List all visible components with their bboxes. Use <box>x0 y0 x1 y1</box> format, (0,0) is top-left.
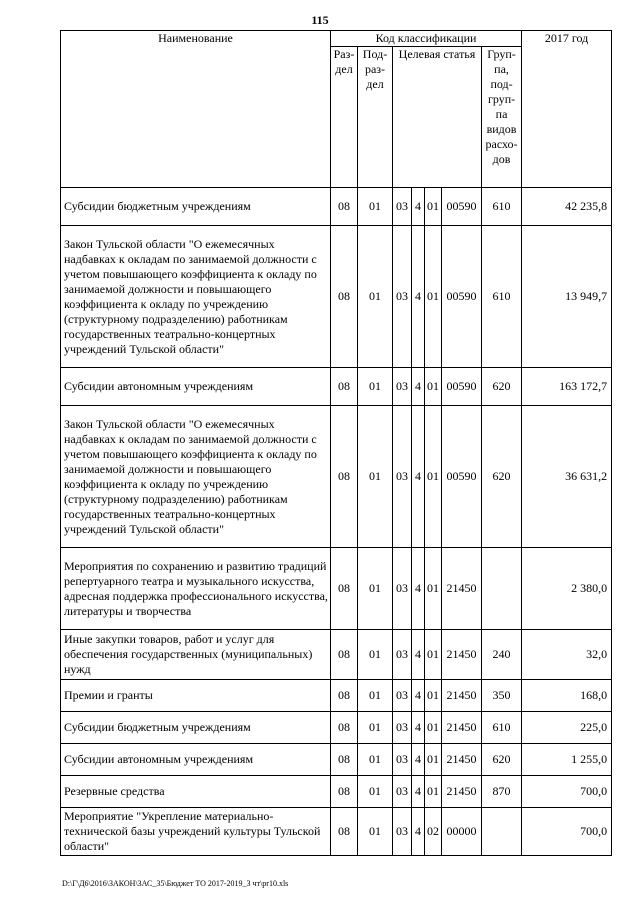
row-target-program: 03 <box>393 744 412 776</box>
row-target-subprogram: 02 <box>425 808 442 856</box>
row-target-subprogram: 01 <box>425 548 442 630</box>
row-expense-group: 610 <box>482 226 522 368</box>
row-name: Мероприятие "Укрепление материально-технической базы учреждений культуры Тульской области" <box>61 808 331 856</box>
row-razdel: 08 <box>331 744 358 776</box>
row-name: Субсидии автономным учреждениям <box>61 744 331 776</box>
table-row <box>61 368 612 406</box>
row-target-subprogram: 01 <box>425 712 442 744</box>
row-name: Резервные средства <box>61 776 331 808</box>
table-row <box>61 188 612 226</box>
header-section: Раз- дел <box>331 47 358 188</box>
footer-file-path: D:\Г\Д6\2016\ЗАКОН\ЗАС_35\Бюджет ТО 2017-2019_3 чт\pr10.xls <box>62 879 289 888</box>
row-amount: 700,0 <box>522 776 612 808</box>
page-number: 115 <box>311 13 329 27</box>
row-target-type: 4 <box>412 680 425 712</box>
row-target-direction: 21450 <box>442 712 482 744</box>
row-razdel: 08 <box>331 226 358 368</box>
row-target-type: 4 <box>412 630 425 680</box>
row-target-program: 03 <box>393 548 412 630</box>
row-expense-group <box>482 808 522 856</box>
row-target-direction: 00590 <box>442 188 482 226</box>
row-amount: 36 631,2 <box>522 406 612 548</box>
row-amount: 163 172,7 <box>522 368 612 406</box>
table-row <box>61 744 612 776</box>
row-razdel: 08 <box>331 680 358 712</box>
header-name: Наименование <box>61 31 331 188</box>
row-podrazdel: 01 <box>358 548 393 630</box>
table-body <box>61 188 612 856</box>
row-podrazdel: 01 <box>358 630 393 680</box>
table-row <box>61 680 612 712</box>
row-expense-group: 240 <box>482 630 522 680</box>
row-target-direction: 21450 <box>442 630 482 680</box>
row-amount: 2 380,0 <box>522 548 612 630</box>
row-target-direction: 00590 <box>442 368 482 406</box>
row-target-direction: 21450 <box>442 776 482 808</box>
row-target-type: 4 <box>412 368 425 406</box>
row-amount: 225,0 <box>522 712 612 744</box>
table-row <box>61 712 612 744</box>
row-expense-group: 620 <box>482 406 522 548</box>
row-target-subprogram: 01 <box>425 776 442 808</box>
row-target-type: 4 <box>412 744 425 776</box>
row-target-program: 03 <box>393 188 412 226</box>
row-razdel: 08 <box>331 548 358 630</box>
row-expense-group: 620 <box>482 744 522 776</box>
row-target-type: 4 <box>412 406 425 548</box>
row-podrazdel: 01 <box>358 188 393 226</box>
row-expense-group: 620 <box>482 368 522 406</box>
row-razdel: 08 <box>331 712 358 744</box>
table-row <box>61 548 612 630</box>
row-target-program: 03 <box>393 630 412 680</box>
row-razdel: 08 <box>331 630 358 680</box>
row-target-subprogram: 01 <box>425 188 442 226</box>
row-podrazdel: 01 <box>358 406 393 548</box>
row-name: Мероприятия по сохранению и развитию традиций репертуарного театра и музыкального искусства, адресная поддержка профессионального искусства, литературы и творчества <box>61 548 331 630</box>
row-podrazdel: 01 <box>358 712 393 744</box>
row-target-direction: 00000 <box>442 808 482 856</box>
row-name: Премии и гранты <box>61 680 331 712</box>
row-target-program: 03 <box>393 680 412 712</box>
row-amount: 168,0 <box>522 680 612 712</box>
row-target-direction: 00590 <box>442 226 482 368</box>
row-target-subprogram: 01 <box>425 406 442 548</box>
row-name: Субсидии бюджетным учреждениям <box>61 712 331 744</box>
row-target-direction: 21450 <box>442 680 482 712</box>
row-razdel: 08 <box>331 406 358 548</box>
row-amount: 700,0 <box>522 808 612 856</box>
table-row <box>61 808 612 856</box>
row-amount: 1 255,0 <box>522 744 612 776</box>
row-amount: 32,0 <box>522 630 612 680</box>
row-target-direction: 00590 <box>442 406 482 548</box>
row-razdel: 08 <box>331 808 358 856</box>
header-expense-group: Груп- па, под- груп- па видов расхо- дов <box>482 47 522 188</box>
row-name: Субсидии автономным учреждениям <box>61 368 331 406</box>
row-amount: 42 235,8 <box>522 188 612 226</box>
row-razdel: 08 <box>331 776 358 808</box>
row-podrazdel: 01 <box>358 368 393 406</box>
row-podrazdel: 01 <box>358 776 393 808</box>
row-name: Закон Тульской области "О ежемесячных надбавках к окладам по занимаемой должности с учетом повышающего коэффициента к окладу по занимаемой должности и повышающего коэффициента к окладу по учреждению (структурному подразделению) работникам государственных театрально-концертных учреждений Тульской области" <box>61 406 331 548</box>
row-amount: 13 949,7 <box>522 226 612 368</box>
row-target-type: 4 <box>412 808 425 856</box>
row-target-subprogram: 01 <box>425 680 442 712</box>
row-target-subprogram: 01 <box>425 226 442 368</box>
row-name: Субсидии бюджетным учреждениям <box>61 188 331 226</box>
row-target-type: 4 <box>412 776 425 808</box>
table-row <box>61 630 612 680</box>
row-expense-group: 870 <box>482 776 522 808</box>
row-target-type: 4 <box>412 226 425 368</box>
row-target-program: 03 <box>393 406 412 548</box>
table-row <box>61 406 612 548</box>
header-year: 2017 год <box>522 31 612 188</box>
row-razdel: 08 <box>331 188 358 226</box>
row-name: Иные закупки товаров, работ и услуг для обеспечения государственных (муниципальных) нужд <box>61 630 331 680</box>
row-expense-group <box>482 548 522 630</box>
header-subsection: Под- раз- дел <box>358 47 393 188</box>
row-razdel: 08 <box>331 368 358 406</box>
row-target-direction: 21450 <box>442 744 482 776</box>
row-target-type: 4 <box>412 188 425 226</box>
row-target-type: 4 <box>412 548 425 630</box>
header-classification-code: Код классификации <box>331 31 522 47</box>
budget-table <box>60 30 612 856</box>
row-target-program: 03 <box>393 368 412 406</box>
table-row <box>61 776 612 808</box>
row-podrazdel: 01 <box>358 808 393 856</box>
row-target-subprogram: 01 <box>425 368 442 406</box>
row-target-program: 03 <box>393 808 412 856</box>
row-target-subprogram: 01 <box>425 744 442 776</box>
row-podrazdel: 01 <box>358 744 393 776</box>
row-target-program: 03 <box>393 226 412 368</box>
header-target-article: Целевая статья <box>393 47 482 188</box>
row-podrazdel: 01 <box>358 226 393 368</box>
row-target-direction: 21450 <box>442 548 482 630</box>
row-target-subprogram: 01 <box>425 630 442 680</box>
row-expense-group: 610 <box>482 712 522 744</box>
row-target-program: 03 <box>393 776 412 808</box>
row-expense-group: 610 <box>482 188 522 226</box>
table-row <box>61 226 612 368</box>
row-target-program: 03 <box>393 712 412 744</box>
row-target-type: 4 <box>412 712 425 744</box>
row-podrazdel: 01 <box>358 680 393 712</box>
row-expense-group: 350 <box>482 680 522 712</box>
row-name: Закон Тульской области "О ежемесячных надбавках к окладам по занимаемой должности с учетом повышающего коэффициента к окладу по занимаемой должности и повышающего коэффициента к окладу по учреждению (структурному подразделению) работникам государственных театрально-концертных учреждений Тульской области" <box>61 226 331 368</box>
